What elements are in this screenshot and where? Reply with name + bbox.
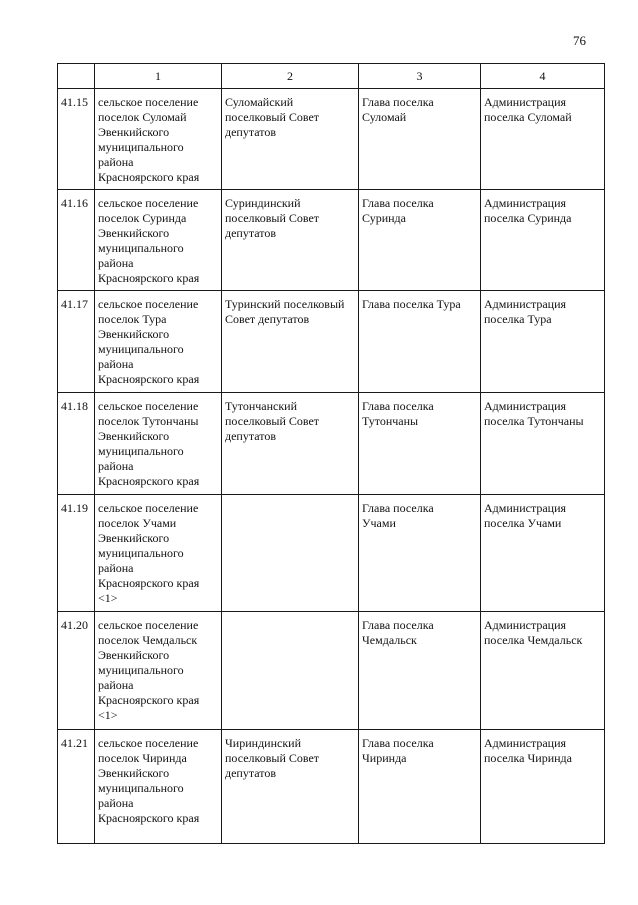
cell-text-line: Администрация: [484, 399, 567, 413]
head-cell: [359, 291, 481, 393]
table-row: [58, 190, 605, 291]
cell-text-line: Красноярского края: [98, 372, 200, 386]
cell-text-line: поселок Тутончаны: [98, 414, 199, 428]
cell-text-line: района: [98, 155, 134, 169]
table-row: [58, 89, 605, 190]
page-number: 76: [573, 33, 586, 48]
cell-text-line: Администрация: [484, 501, 567, 515]
cell-text-line: Глава поселка: [362, 399, 434, 413]
settlement-cell: [95, 730, 222, 844]
settlement-cell: [95, 89, 222, 190]
table-header-row: [58, 64, 605, 89]
council-cell: [222, 612, 359, 730]
cell-text-line: сельское поселение: [98, 501, 199, 515]
cell-text-line: Чемдальск: [362, 633, 417, 647]
cell-text-line: Администрация: [484, 618, 567, 632]
administration-cell: [481, 89, 605, 190]
cell-text-line: поселка Тура: [484, 312, 552, 326]
cell-text-line: Суриндинский: [225, 196, 301, 210]
council-cell: [222, 495, 359, 612]
cell-text-line: поселковый Совет: [225, 110, 320, 124]
settlement-cell: [95, 291, 222, 393]
settlement-cell: [95, 190, 222, 291]
header-cell-2: 2: [222, 64, 359, 89]
row-number-cell: 41.21: [58, 730, 95, 844]
head-cell: [359, 393, 481, 495]
header-cell-3: 3: [359, 64, 481, 89]
cell-text-line: поселок Чемдальск: [98, 633, 198, 647]
cell-text-line: Эвенкийского: [98, 648, 170, 662]
row-number-cell: 41.16: [58, 190, 95, 291]
cell-text-line: поселковый Совет: [225, 751, 320, 765]
cell-text-line: поселок Чиринда: [98, 751, 187, 765]
table-row: [58, 495, 605, 612]
cell-text-line: Администрация: [484, 95, 567, 109]
cell-text-line: <1>: [98, 708, 118, 722]
table-row: [58, 612, 605, 730]
administration-cell: [481, 730, 605, 844]
row-number-cell: 41.15: [58, 89, 95, 190]
cell-text-line: Суринда: [362, 211, 406, 225]
row-number-cell: 41.18: [58, 393, 95, 495]
settlement-cell: [95, 393, 222, 495]
administration-cell: [481, 612, 605, 730]
cell-text-line: поселок Учами: [98, 516, 177, 530]
cell-text-line: Красноярского края: [98, 271, 200, 285]
cell-text-line: Администрация: [484, 736, 567, 750]
cell-text-line: Суломайский: [225, 95, 294, 109]
cell-text-line: муниципального: [98, 444, 184, 458]
cell-text-line: сельское поселение: [98, 196, 199, 210]
council-cell: [222, 730, 359, 844]
cell-text-line: сельское поселение: [98, 95, 199, 109]
administration-cell: [481, 495, 605, 612]
header-cell-index: [58, 64, 95, 89]
settlements-table: [57, 63, 605, 844]
cell-text-line: поселка Учами: [484, 516, 562, 530]
cell-text-line: поселок Тура: [98, 312, 167, 326]
head-cell: [359, 730, 481, 844]
cell-text-line: Администрация: [484, 297, 567, 311]
cell-text-line: района: [98, 459, 134, 473]
cell-text-line: Эвенкийского: [98, 531, 170, 545]
cell-text-line: района: [98, 256, 134, 270]
cell-text-line: Красноярского края: [98, 170, 200, 184]
cell-text-line: Глава поселка: [362, 501, 434, 515]
cell-text-line: депутатов: [225, 429, 277, 443]
header-cell-4: 4: [481, 64, 605, 89]
administration-cell: [481, 291, 605, 393]
cell-text-line: Эвенкийского: [98, 327, 170, 341]
row-number-cell: 41.17: [58, 291, 95, 393]
cell-text-line: муниципального: [98, 781, 184, 795]
cell-text-line: района: [98, 561, 134, 575]
cell-text-line: Чириндинский: [225, 736, 302, 750]
administration-cell: [481, 190, 605, 291]
cell-text-line: поселок Суломай: [98, 110, 187, 124]
council-cell: [222, 393, 359, 495]
header-cell-1: 1: [95, 64, 222, 89]
cell-text-line: Красноярского края: [98, 693, 200, 707]
table-row: [58, 393, 605, 495]
cell-text-line: Глава поселка: [362, 95, 434, 109]
cell-text-line: Администрация: [484, 196, 567, 210]
cell-text-line: поселка Суломай: [484, 110, 572, 124]
council-cell: [222, 89, 359, 190]
cell-text-line: Красноярского края: [98, 576, 200, 590]
cell-text-line: Тутончаны: [362, 414, 419, 428]
cell-text-line: сельское поселение: [98, 399, 199, 413]
cell-text-line: поселка Суринда: [484, 211, 572, 225]
cell-text-line: Красноярского края: [98, 811, 200, 825]
council-cell: [222, 291, 359, 393]
table-body: [58, 89, 605, 844]
table-row: [58, 291, 605, 393]
cell-text-line: муниципального: [98, 546, 184, 560]
cell-text-line: Глава поселка: [362, 196, 434, 210]
cell-text-line: района: [98, 678, 134, 692]
council-cell: [222, 190, 359, 291]
cell-text-line: депутатов: [225, 125, 277, 139]
cell-text-line: поселковый Совет: [225, 414, 320, 428]
settlement-cell: [95, 495, 222, 612]
settlement-cell: [95, 612, 222, 730]
cell-text-line: Совет депутатов: [225, 312, 310, 326]
cell-text-line: поселка Чемдальск: [484, 633, 583, 647]
cell-text-line: Эвенкийского: [98, 125, 170, 139]
cell-text-line: Суломай: [362, 110, 407, 124]
cell-text-line: Глава поселка Тура: [362, 297, 461, 311]
cell-text-line: сельское поселение: [98, 736, 199, 750]
cell-text-line: Красноярского края: [98, 474, 200, 488]
cell-text-line: Глава поселка: [362, 736, 434, 750]
cell-text-line: Чиринда: [362, 751, 407, 765]
row-number-cell: 41.20: [58, 612, 95, 730]
cell-text-line: Эвенкийского: [98, 766, 170, 780]
cell-text-line: Туринский поселковый: [225, 297, 345, 311]
cell-text-line: Учами: [362, 516, 396, 530]
table-row: [58, 730, 605, 844]
row-number-cell: 41.19: [58, 495, 95, 612]
cell-text-line: <1>: [98, 591, 118, 605]
cell-text-line: поселковый Совет: [225, 211, 320, 225]
cell-text-line: муниципального: [98, 342, 184, 356]
cell-text-line: Тутончанский: [225, 399, 298, 413]
cell-text-line: района: [98, 796, 134, 810]
head-cell: [359, 495, 481, 612]
cell-text-line: поселка Чиринда: [484, 751, 572, 765]
cell-text-line: муниципального: [98, 241, 184, 255]
head-cell: [359, 612, 481, 730]
cell-text-line: сельское поселение: [98, 618, 199, 632]
cell-text-line: Эвенкийского: [98, 429, 170, 443]
cell-text-line: муниципального: [98, 663, 184, 677]
cell-text-line: района: [98, 357, 134, 371]
head-cell: [359, 89, 481, 190]
cell-text-line: депутатов: [225, 766, 277, 780]
head-cell: [359, 190, 481, 291]
cell-text-line: поселок Суринда: [98, 211, 187, 225]
cell-text-line: муниципального: [98, 140, 184, 154]
cell-text-line: сельское поселение: [98, 297, 199, 311]
cell-text-line: поселка Тутончаны: [484, 414, 584, 428]
administration-cell: [481, 393, 605, 495]
cell-text-line: Эвенкийского: [98, 226, 170, 240]
cell-text-line: депутатов: [225, 226, 277, 240]
cell-text-line: Глава поселка: [362, 618, 434, 632]
